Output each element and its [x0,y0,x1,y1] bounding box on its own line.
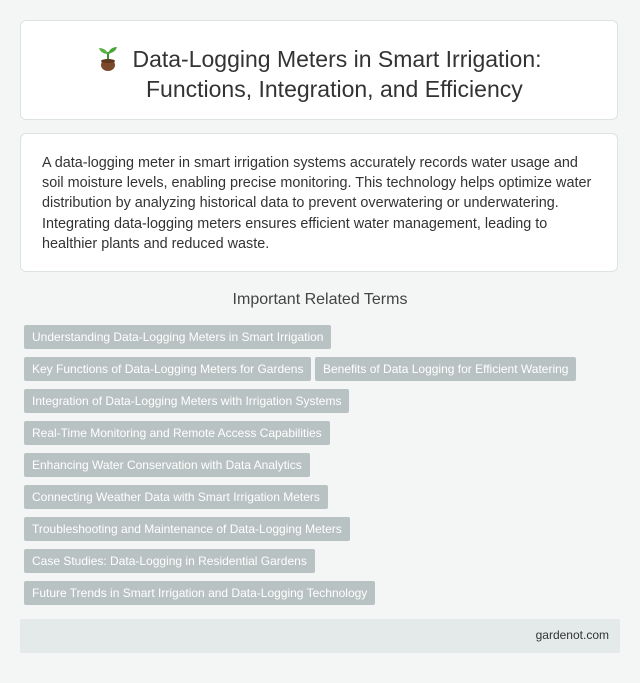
title-row [21,44,617,74]
related-term-tag[interactable]: Case Studies: Data-Logging in Residential Gardens [24,549,315,573]
footer [20,619,620,653]
related-term-tag[interactable]: Key Functions of Data-Logging Meters for Gardens [24,357,311,381]
related-term-tag[interactable]: Understanding Data-Logging Meters in Smart Irrigation [24,325,331,349]
footer-site-link[interactable]: gardenot.com [535,628,609,642]
related-term-tag[interactable]: Troubleshooting and Maintenance of Data-Logging Meters [24,517,350,541]
seedling-icon [96,46,120,72]
related-terms-heading: Important Related Terms [232,291,408,308]
related-term-tag[interactable]: Real-Time Monitoring and Remote Access Capabilities [24,421,330,445]
page-title-line1: Data-Logging Meters in Smart Irrigation: [132,46,542,72]
intro-paragraph: A data-logging meter in smart irrigation systems accurately records water usage and soil moisture levels, enabling precise monitoring. This technology helps optimize water distribution by analyzing historical data to prevent overwatering or underwatering. Integrating data-logging meters ensures efficient water management, leading to healthier plants and reduced waste. [42,155,592,252]
related-term-tag[interactable]: Benefits of Data Logging for Efficient Watering [315,357,576,381]
title-card [20,20,618,120]
related-term-tag[interactable]: Future Trends in Smart Irrigation and Data-Logging Technology [24,581,375,605]
related-term-tag[interactable]: Integration of Data-Logging Meters with Irrigation Systems [24,389,349,413]
intro-card [20,133,618,272]
page-title-line2: Functions, Integration, and Efficiency [146,76,523,102]
related-term-tag[interactable]: Enhancing Water Conservation with Data Analytics [24,453,310,477]
related-term-tag[interactable]: Connecting Weather Data with Smart Irrigation Meters [24,485,328,509]
